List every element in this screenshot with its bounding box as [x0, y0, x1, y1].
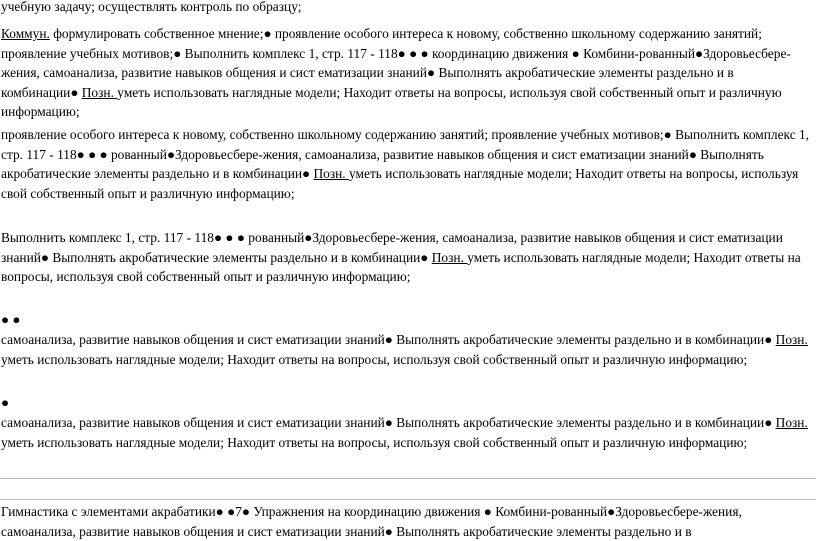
paragraph-5-bullets: [1, 393, 813, 413]
paragraph-2-tail: уметь использовать наглядные модели; Находит ответы на вопросы, используя свой собственный опыт и различную информацию;: [1, 166, 799, 201]
paragraph-2-text: проявление особого интереса к новому, собственно школьному содержанию занятий; проявление учебных мотивов;● Выполнить комплекс 1, стр. 117 - 118● ● ● рованный●Здоровьесбере-жения, самоанализа, развитие навыков общения и сист ематизации знаний● Выполнять акробатические элементы раздельно и в комбинации●: [1, 127, 810, 182]
paragraph-4-pozn-label: Позн.: [775, 332, 808, 347]
paragraph-5-text: самоанализа, развитие навыков общения и сист ематизации знаний● Выполнять акробатические элементы раздельно и в комбинации●: [1, 415, 776, 430]
paragraph-6-text: Гимнастика с элементами акрабатики● ●7● Упражнения на координацию движения ● Комбини-рованный●Здоровьесбере-жения, самоанализа, развитие навыков общения и сист ематизации знаний● Выполнять акробатические элементы раздельно и в: [1, 504, 742, 539]
bullet-glyphs: ● ●: [1, 312, 21, 327]
paragraph-3: [1, 228, 813, 287]
paragraph-1-text: формулировать собственное мнение;● проявление особого интереса к новому, собственно школьному содержанию занятий; проявление учебных мотивов;● Выполнить комплекс 1, стр. 117 - 118● ● ● координацию движения ● Комбини-рованный●Здоровьесбере-жения, самоанализа, развитие навыков общения и сист ематизации знаний● Выполнять акробатические элементы раздельно и в комбинации●: [1, 26, 791, 100]
paragraph-5-pozn-label: Позн.: [775, 415, 808, 430]
paragraph-0-text: учебную задачу; осуществлять контроль по образцу;: [1, 0, 302, 14]
paragraph-1: [1, 24, 813, 122]
paragraph-6: [1, 502, 813, 541]
paragraph-0: [1, 0, 813, 17]
paragraph-4-bullets: [1, 310, 813, 330]
divider-line-top: [0, 478, 816, 479]
paragraph-2-pozn-label: Позн.: [313, 166, 350, 182]
paragraph-4-text: самоанализа, развитие навыков общения и сист ематизации знаний● Выполнять акробатические элементы раздельно и в комбинации●: [1, 332, 776, 347]
paragraph-3-text: Выполнить комплекс 1, стр. 117 - 118● ● ● рованный●Здоровьесбере-жения, самоанализа, развитие навыков общения и сист ематизации знаний● Выполнять акробатические элементы раздельно и в комбинации●: [1, 230, 783, 265]
paragraph-1-pozn-label: Позн.: [81, 84, 118, 100]
paragraph-3-pozn-label: Позн.: [431, 249, 468, 265]
paragraph-5-tail: уметь использовать наглядные модели; Находит ответы на вопросы, используя свой собственный опыт и различную информацию;: [1, 434, 748, 450]
paragraph-3-tail: уметь использовать наглядные модели; Находит ответы на вопросы, используя свой собственный опыт и различную информацию;: [1, 249, 801, 285]
paragraph-1-tail: уметь использовать наглядные модели; Находит ответы на вопросы, используя свой собственный опыт и различную информацию;: [1, 84, 782, 120]
paragraph-1-underlined-label: Коммун.: [1, 26, 50, 41]
paragraph-4: [1, 330, 813, 369]
paragraph-5: [1, 413, 813, 452]
paragraph-2: [1, 125, 813, 203]
bullet-glyph: ●: [1, 395, 10, 410]
paragraph-4-tail: уметь использовать наглядные модели; Находит ответы на вопросы, используя свой собственный опыт и различную информацию;: [1, 351, 748, 367]
divider-line-bottom: [0, 499, 816, 500]
